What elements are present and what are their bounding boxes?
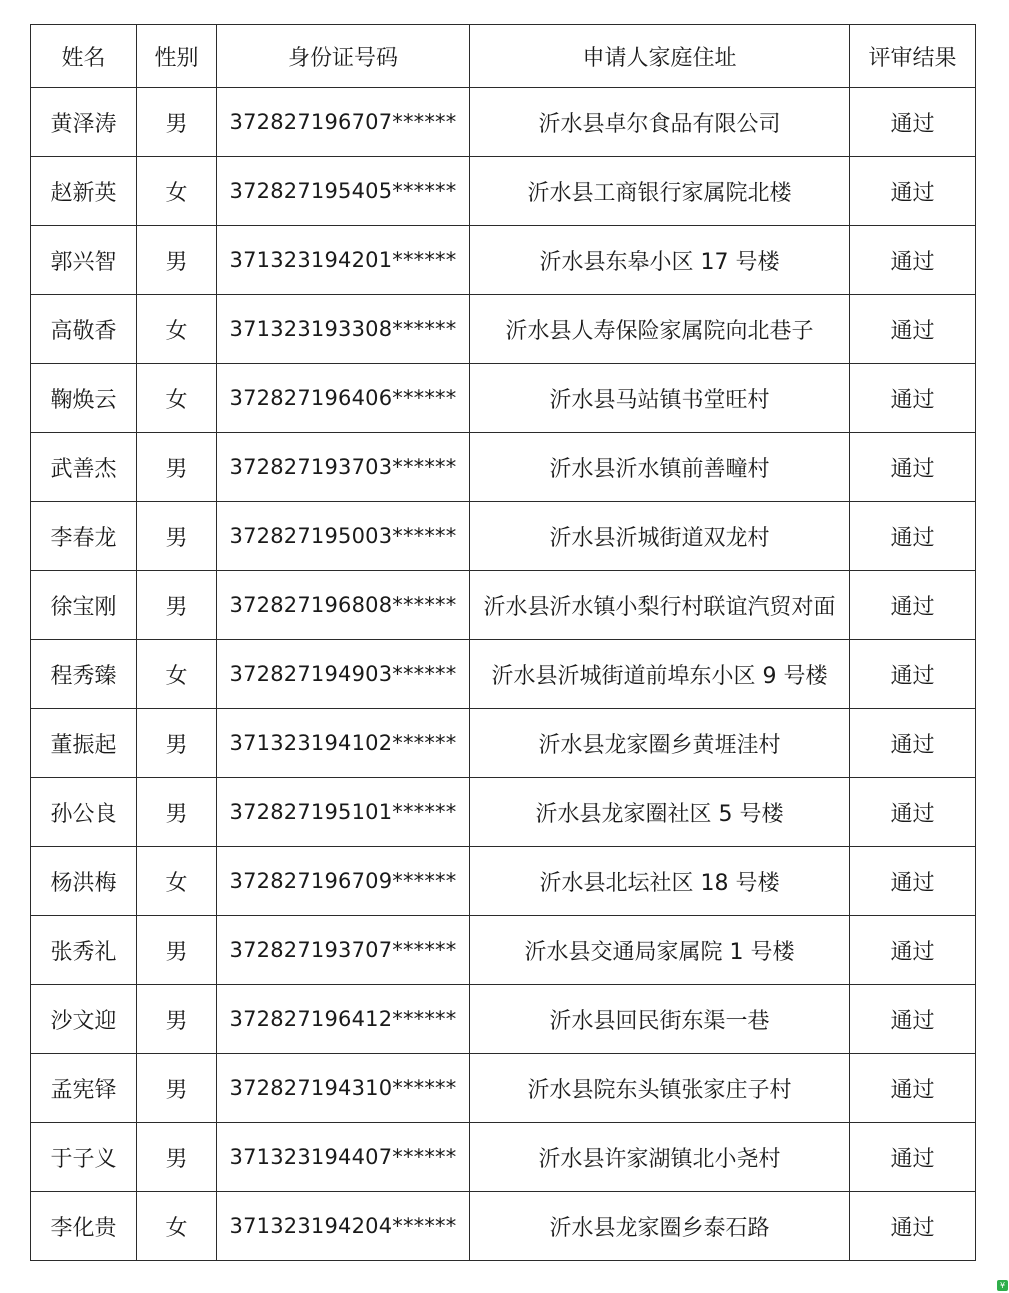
cell-address: 沂水县马站镇书堂旺村 [470,364,850,433]
cell-id-number: 372827195101****** [217,778,470,847]
header-gender: 性别 [137,25,217,88]
cell-id-number: 371323194102****** [217,709,470,778]
cell-id-number: 372827194310****** [217,1054,470,1123]
cell-name: 董振起 [31,709,137,778]
table-row [31,916,976,985]
header-id-number: 身份证号码 [217,25,470,88]
cell-name: 沙文迎 [31,985,137,1054]
cell-gender: 女 [137,640,217,709]
cell-result: 通过 [850,778,976,847]
cell-id-number: 372827196808****** [217,571,470,640]
table-row [31,847,976,916]
cell-address: 沂水县人寿保险家属院向北巷子 [470,295,850,364]
cell-name: 张秀礼 [31,916,137,985]
review-results-table [30,24,976,1261]
cell-gender: 男 [137,916,217,985]
cell-id-number: 372827196707****** [217,88,470,157]
cell-result: 通过 [850,847,976,916]
header-result: 评审结果 [850,25,976,88]
table-body [31,88,976,1261]
cell-id-number: 372827195405****** [217,157,470,226]
cell-result: 通过 [850,226,976,295]
table-row [31,709,976,778]
cell-id-number: 371323194204****** [217,1192,470,1261]
cell-gender: 男 [137,1054,217,1123]
cell-id-number: 372827195003****** [217,502,470,571]
cell-id-number: 371323194407****** [217,1123,470,1192]
cell-gender: 男 [137,226,217,295]
cell-result: 通过 [850,1192,976,1261]
cell-name: 高敬香 [31,295,137,364]
cell-result: 通过 [850,985,976,1054]
cell-gender: 男 [137,1123,217,1192]
cell-address: 沂水县龙家圈社区 5 号楼 [470,778,850,847]
cell-name: 郭兴智 [31,226,137,295]
cell-gender: 男 [137,88,217,157]
cell-gender: 男 [137,571,217,640]
table-row [31,1123,976,1192]
cell-id-number: 372827194903****** [217,640,470,709]
cell-result: 通过 [850,502,976,571]
table-row [31,433,976,502]
cell-result: 通过 [850,295,976,364]
cell-name: 李春龙 [31,502,137,571]
table-row [31,502,976,571]
cell-result: 通过 [850,433,976,502]
cell-address: 沂水县龙家圈乡黄堐洼村 [470,709,850,778]
table-row [31,985,976,1054]
cell-name: 鞠焕云 [31,364,137,433]
table-row [31,88,976,157]
cell-result: 通过 [850,1123,976,1192]
table-row [31,364,976,433]
cell-gender: 女 [137,364,217,433]
cell-result: 通过 [850,916,976,985]
cell-result: 通过 [850,640,976,709]
cell-result: 通过 [850,88,976,157]
cell-result: 通过 [850,571,976,640]
cell-result: 通过 [850,1054,976,1123]
cell-id-number: 372827196709****** [217,847,470,916]
cell-id-number: 371323194201****** [217,226,470,295]
cell-gender: 女 [137,847,217,916]
cell-address: 沂水县沂城街道前埠东小区 9 号楼 [470,640,850,709]
cell-result: 通过 [850,364,976,433]
cell-id-number: 371323193308****** [217,295,470,364]
cell-address: 沂水县卓尔食品有限公司 [470,88,850,157]
header-address: 申请人家庭住址 [470,25,850,88]
cell-gender: 男 [137,985,217,1054]
cell-gender: 男 [137,433,217,502]
cell-result: 通过 [850,709,976,778]
cell-name: 李化贵 [31,1192,137,1261]
table-row [31,1192,976,1261]
table-row [31,295,976,364]
cell-id-number: 372827193707****** [217,916,470,985]
cell-address: 沂水县北坛社区 18 号楼 [470,847,850,916]
cell-address: 沂水县回民街东渠一巷 [470,985,850,1054]
table-row [31,1054,976,1123]
cell-address: 沂水县交通局家属院 1 号楼 [470,916,850,985]
cell-name: 于子义 [31,1123,137,1192]
cell-address: 沂水县沂城街道双龙村 [470,502,850,571]
header-row [31,25,976,88]
header-name: 姓名 [31,25,137,88]
cell-address: 沂水县工商银行家属院北楼 [470,157,850,226]
cell-id-number: 372827196412****** [217,985,470,1054]
cell-gender: 女 [137,1192,217,1261]
cell-address: 沂水县沂水镇前善疃村 [470,433,850,502]
cell-address: 沂水县许家湖镇北小尧村 [470,1123,850,1192]
cell-gender: 男 [137,502,217,571]
cell-gender: 女 [137,157,217,226]
cell-name: 赵新英 [31,157,137,226]
table-header [31,25,976,88]
cell-address: 沂水县东皋小区 17 号楼 [470,226,850,295]
watermark-badge-icon: ¥ [997,1280,1008,1291]
cell-gender: 男 [137,778,217,847]
table-row [31,226,976,295]
table-row [31,571,976,640]
cell-address: 沂水县龙家圈乡泰石路 [470,1192,850,1261]
cell-id-number: 372827193703****** [217,433,470,502]
cell-gender: 男 [137,709,217,778]
cell-address: 沂水县沂水镇小梨行村联谊汽贸对面 [470,571,850,640]
table-row [31,640,976,709]
cell-name: 孙公良 [31,778,137,847]
cell-name: 黄泽涛 [31,88,137,157]
cell-gender: 女 [137,295,217,364]
cell-name: 孟宪铎 [31,1054,137,1123]
cell-name: 程秀臻 [31,640,137,709]
cell-id-number: 372827196406****** [217,364,470,433]
cell-address: 沂水县院东头镇张家庄子村 [470,1054,850,1123]
table-row [31,157,976,226]
cell-name: 武善杰 [31,433,137,502]
cell-name: 徐宝刚 [31,571,137,640]
cell-name: 杨洪梅 [31,847,137,916]
table-row [31,778,976,847]
review-results-sheet [30,24,976,1261]
cell-result: 通过 [850,157,976,226]
